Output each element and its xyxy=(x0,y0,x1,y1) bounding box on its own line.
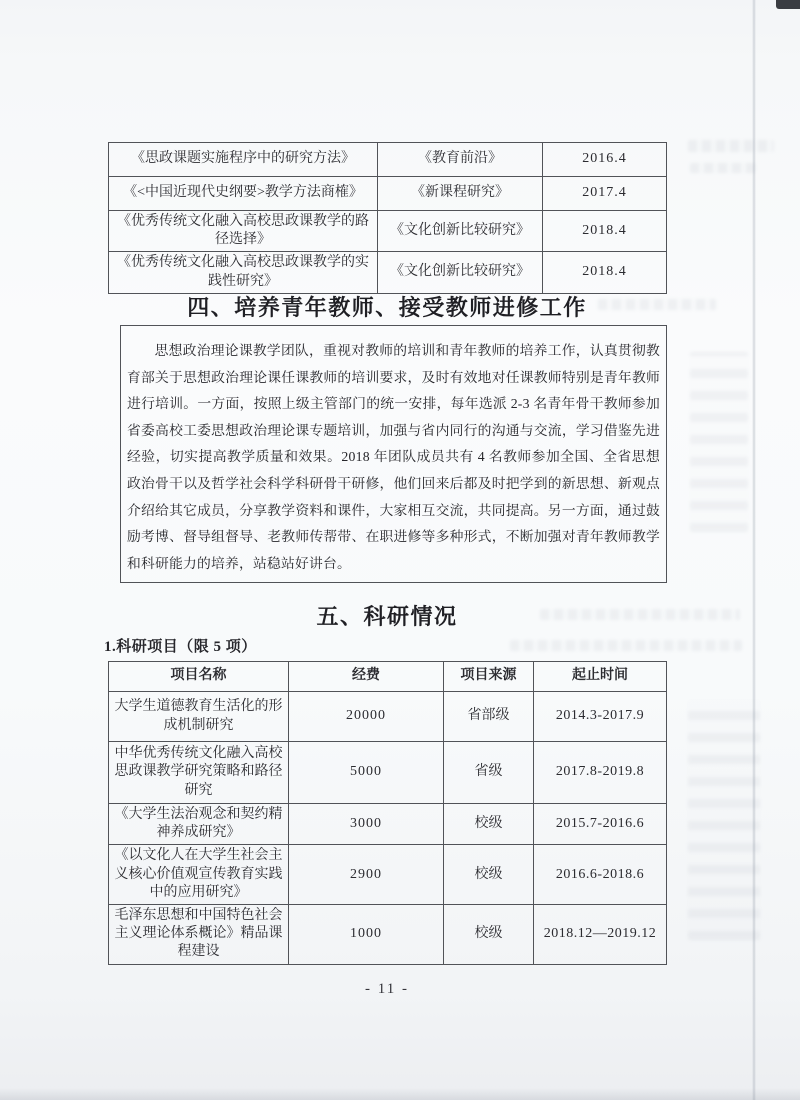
project-source: 省部级 xyxy=(444,692,534,742)
section-4-heading: 四、培养青年教师、接受教师进修工作 xyxy=(187,295,587,320)
project-source: 校级 xyxy=(444,904,534,964)
publication-journal: 《新课程研究》 xyxy=(378,177,543,211)
project-period: 2018.12—2019.12 xyxy=(534,904,667,964)
project-period: 2017.8-2019.8 xyxy=(534,742,667,804)
project-funds: 20000 xyxy=(289,692,444,742)
project-source: 校级 xyxy=(444,804,534,845)
publication-journal: 《文化创新比较研究》 xyxy=(378,252,543,293)
column-header-source: 项目来源 xyxy=(444,662,534,692)
publication-journal: 《教育前沿》 xyxy=(378,143,543,177)
research-projects-subheading: 1.科研项目（限 5 项） xyxy=(104,639,257,655)
project-row xyxy=(109,845,667,905)
bleedthrough-ghost-text xyxy=(688,700,760,940)
publication-row xyxy=(109,211,667,252)
section-4-paragraph: 思想政治理论课教学团队，重视对教师的培训和青年教师的培养工作，认真贯彻教育部关于思想政治理论课任课教师的培训要求，及时有效地对任课教师特别是青年教师进行培训。一方面，按照上级主管部门的统一安排，每年选派 2-3 名青年骨干教师参加省委高校工委思想政治理论课专题培训，加强与省内同行的沟通与交流，学习借鉴先进经验，切实提高教学质量和效果。2018 年团队成员共有 4 名教师参加全国、全省思想政治骨干以及哲学社会科学科研骨干研修，他们回来后都及时把学到的新思想、新观点介绍给其它成员，分享教学资料和课件，大家相互交流，共同提高。另一方面，通过鼓励考博、督导组督导、老教师传帮带、在职进修等多种形式，不断加强对青年教师教学和科研能力的培养，站稳站好讲台。 xyxy=(127,343,660,571)
publication-date: 2018.4 xyxy=(543,211,667,252)
publication-row xyxy=(109,252,667,293)
project-name: 中华优秀传统文化融入高校思政课教学研究策略和路径研究 xyxy=(109,742,289,804)
project-name: 大学生道德教育生活化的形成机制研究 xyxy=(109,692,289,742)
publication-title: 《<中国近现代史纲要>教学方法商榷》 xyxy=(109,177,378,211)
bleedthrough-ghost-text xyxy=(690,352,748,532)
project-name: 毛泽东思想和中国特色社会主义理论体系概论》精品课程建设 xyxy=(109,904,289,964)
bleedthrough-ghost-text xyxy=(688,140,774,152)
table-header-row xyxy=(109,662,667,692)
publication-row xyxy=(109,143,667,177)
page-number: - 11 - xyxy=(365,981,409,997)
publication-date: 2016.4 xyxy=(543,143,667,177)
scan-corner-artifact xyxy=(776,0,800,9)
publication-journal: 《文化创新比较研究》 xyxy=(378,211,543,252)
research-projects-table xyxy=(108,661,667,965)
publication-row xyxy=(109,177,667,211)
project-source: 省级 xyxy=(444,742,534,804)
publications-table xyxy=(108,142,667,294)
section-5-heading: 五、科研情况 xyxy=(316,604,458,629)
project-row xyxy=(109,804,667,845)
page-bottom-shadow xyxy=(0,1088,800,1100)
column-header-project-name: 项目名称 xyxy=(109,662,289,692)
project-row xyxy=(109,904,667,964)
publication-date: 2017.4 xyxy=(543,177,667,211)
project-period: 2014.3-2017.9 xyxy=(534,692,667,742)
project-period: 2015.7-2016.6 xyxy=(534,804,667,845)
publication-date: 2018.4 xyxy=(543,252,667,293)
bleedthrough-ghost-text xyxy=(510,640,742,651)
publication-title: 《思政课题实施程序中的研究方法》 xyxy=(109,143,378,177)
project-row xyxy=(109,742,667,804)
bleedthrough-ghost-text xyxy=(690,163,756,173)
project-funds: 2900 xyxy=(289,845,444,905)
project-funds: 3000 xyxy=(289,804,444,845)
publication-title: 《优秀传统文化融入高校思政课教学的实践性研究》 xyxy=(109,252,378,293)
column-header-period: 起止时间 xyxy=(534,662,667,692)
publication-title: 《优秀传统文化融入高校思政课教学的路径选择》 xyxy=(109,211,378,252)
project-funds: 1000 xyxy=(289,904,444,964)
project-name: 《以文化人在大学生社会主义核心价值观宣传教育实践中的应用研究》 xyxy=(109,845,289,905)
project-source: 校级 xyxy=(444,845,534,905)
project-row xyxy=(109,692,667,742)
project-name: 《大学生法治观念和契约精神养成研究》 xyxy=(109,804,289,845)
section-4-text-box xyxy=(120,325,667,583)
column-header-funds: 经费 xyxy=(289,662,444,692)
project-period: 2016.6-2018.6 xyxy=(534,845,667,905)
project-funds: 5000 xyxy=(289,742,444,804)
